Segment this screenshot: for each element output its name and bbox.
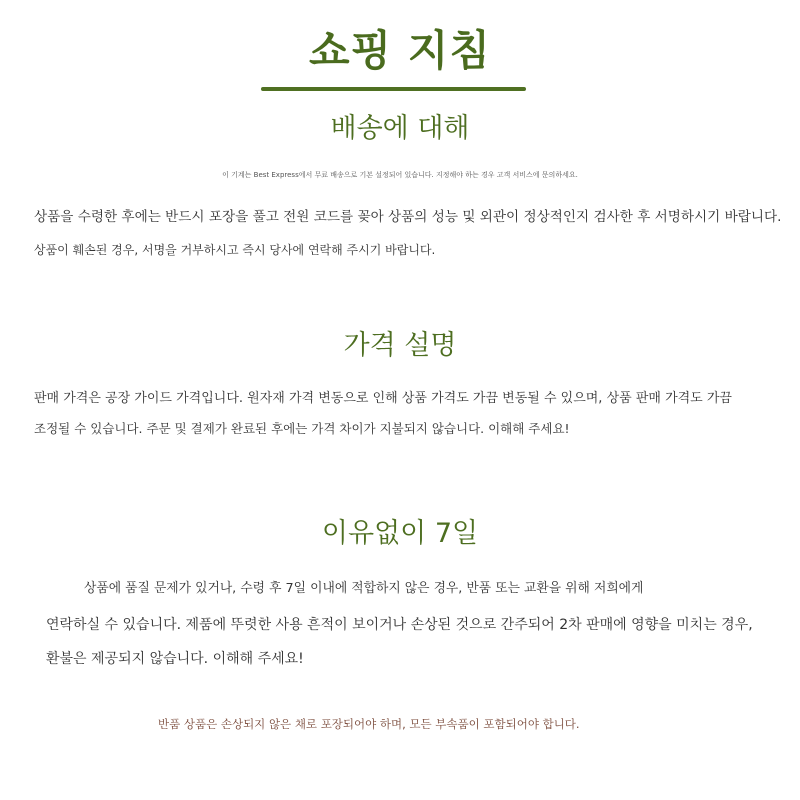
price-paragraph-line-1: 판매 가격은 공장 가이드 가격입니다. 원자재 가격 변동으로 인해 상품 가격도 가끔 변동될 수 있으며, 상품 판매 가격도 가끔: [34, 391, 732, 406]
returns-heading: 이유없이 7일: [321, 518, 479, 549]
shipping-paragraph-line-2: 상품이 훼손된 경우, 서명을 거부하시고 즉시 당사에 연락해 주시기 바랍니다.: [34, 243, 436, 257]
shipping-note: 이 기계는 Best Express에서 무료 배송으로 기본 설정되어 있습니다. 지정해야 하는 경우 고객 서비스에 문의하세요.: [222, 171, 578, 179]
shipping-paragraph-line-1: 상품을 수령한 후에는 반드시 포장을 풀고 전원 코드를 꽂아 상품의 성능 및 외관이 정상적인지 검사한 후 서명하시기 바랍니다.: [34, 209, 782, 225]
page-title: 쇼핑 지침: [309, 26, 491, 75]
returns-paragraph-line-2: 연락하실 수 있습니다. 제품에 뚜렷한 사용 흔적이 보이거나 손상된 것으로 간주되어 2차 판매에 영향을 미치는 경우,: [46, 617, 753, 633]
returns-paragraph-line-3: 환불은 제공되지 않습니다. 이해해 주세요!: [46, 651, 304, 667]
returns-footer-note: 반품 상품은 손상되지 않은 채로 포장되어야 하며, 모든 부속품이 포함되어야 합니다.: [158, 717, 580, 731]
returns-paragraph-line-1: 상품에 품질 문제가 있거나, 수령 후 7일 이내에 적합하지 않은 경우, 반품 또는 교환을 위해 저희에게: [84, 581, 644, 596]
title-underline: [261, 87, 526, 91]
price-paragraph-line-2: 조정될 수 있습니다. 주문 및 결제가 완료된 후에는 가격 차이가 지불되지 않습니다. 이해해 주세요!: [34, 421, 570, 436]
shipping-heading: 배송에 대해: [330, 113, 470, 144]
price-heading: 가격 설명: [343, 330, 457, 361]
